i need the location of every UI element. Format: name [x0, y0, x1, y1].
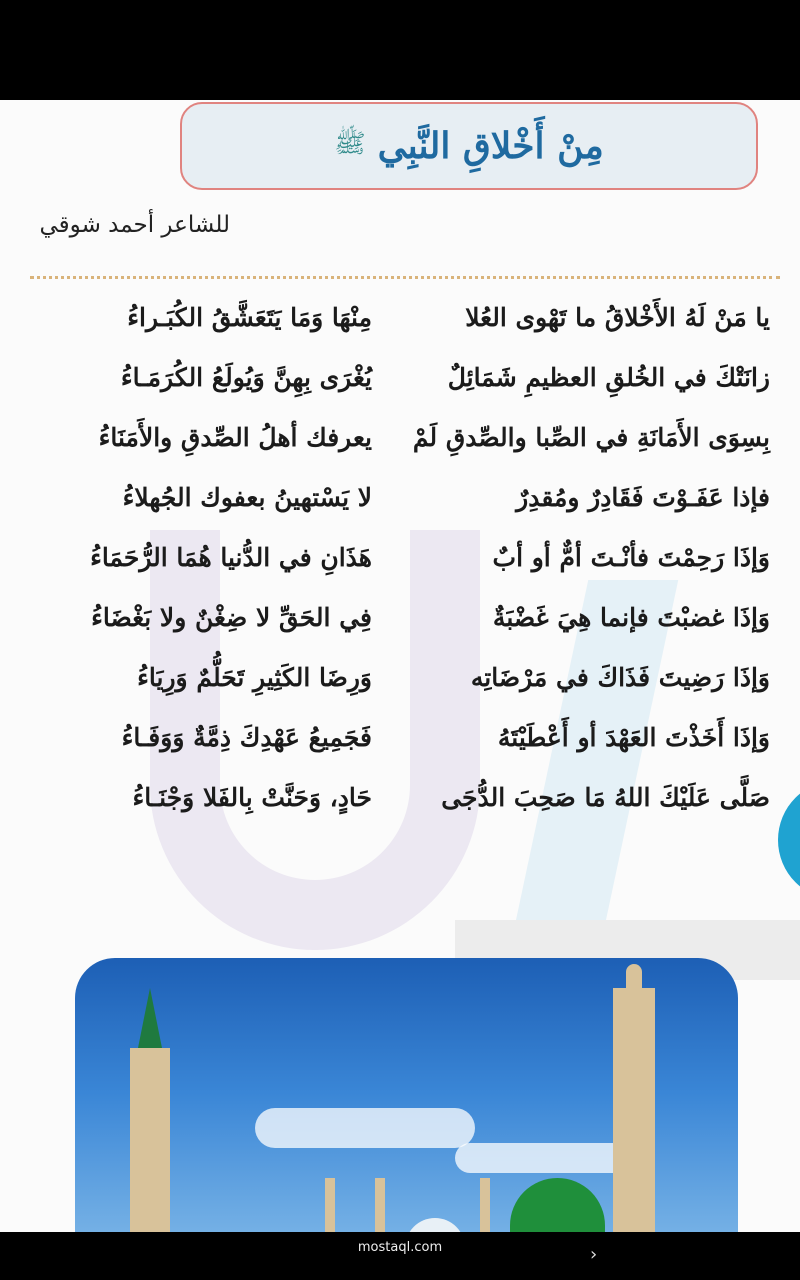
verse-first-hemistich: زانَتْكَ في الخُلقِ العظيمِ شَمَائِلٌ [447, 363, 770, 392]
verse-second-hemistich: فَجَمِيعُ عَهْدِكَ ذِمَّةٌ وَوَفَـاءُ [121, 723, 372, 752]
poem-verse [0, 295, 800, 355]
poem-verses [0, 295, 800, 835]
lesson-title-banner [180, 102, 758, 190]
small-minaret-shape [325, 1178, 335, 1232]
cloud-shape [455, 1143, 635, 1173]
verse-first-hemistich: فإذا عَفَـوْتَ فَقَادِرٌ ومُقدِرٌ [516, 483, 770, 512]
verse-first-hemistich: وَإذَا رَحِمْتَ فأنْـتَ أمٌّ أو أبٌ [492, 543, 770, 572]
verse-second-hemistich: هَذَانِ في الدُّنيا هُمَا الرُّحَمَاءُ [90, 543, 372, 572]
verse-first-hemistich: بِسِوَى الأَمَانَةِ في الصِّبا والصِّدقِ لَمْ [412, 423, 770, 452]
lesson-title: مِنْ أَخْلاقِ النَّبِي [377, 125, 604, 167]
verse-second-hemistich: حَادٍ، وَحَنَّتْ بِالفَلا وَجْنَـاءُ [132, 783, 372, 812]
verse-first-hemistich: يا مَنْ لَهُ الأَخْلاقُ ما تَهْوى العُلا [465, 303, 770, 332]
green-dome-shape [510, 1178, 605, 1232]
dotted-divider [30, 276, 780, 279]
verse-second-hemistich: فِي الحَقِّ لا ضِغْنٌ ولا بَغْضَاءُ [91, 603, 372, 632]
verse-first-hemistich: وَإذَا غضبْتَ فإنما هِيَ غَضْبَةٌ [492, 603, 770, 632]
verse-second-hemistich: يعرفك أهلُ الصِّدقِ والأَمَنَاءُ [98, 423, 372, 452]
poem-verse [0, 595, 800, 655]
minaret-cap [626, 964, 642, 988]
honorific-calligraphy-icon: ﷺ [334, 129, 366, 159]
minaret-shape [613, 988, 655, 1232]
verse-first-hemistich: وَإذَا أَخَذْتَ العَهْدَ أو أَعْطَيْتَهُ [497, 723, 770, 752]
verse-second-hemistich: مِنْهَا وَمَا يَتَعَشَّقُ الكُبَـراءُ [127, 303, 372, 332]
viewer-bottom-bar [0, 1232, 800, 1280]
minaret-green-cap [138, 988, 162, 1048]
cloud-shape [255, 1108, 475, 1148]
poem-verse [0, 775, 800, 835]
mosque-photo [75, 958, 738, 1232]
poet-attribution: للشاعر أحمد شوقي [39, 212, 230, 238]
poem-verse [0, 475, 800, 535]
small-minaret-shape [375, 1178, 385, 1232]
white-dome-shape [405, 1218, 465, 1232]
poem-verse [0, 535, 800, 595]
verse-first-hemistich: صَلَّى عَلَيْكَ اللهُ مَا صَحِبَ الدُّجَى [441, 783, 770, 812]
poem-verse [0, 715, 800, 775]
poem-verse [0, 655, 800, 715]
site-watermark: mostaql.com [357, 1240, 443, 1255]
small-minaret-shape [480, 1178, 490, 1232]
chevron-right-icon[interactable]: › [590, 1244, 598, 1265]
verse-second-hemistich: لا يَسْتهينُ بعفوك الجُهلاءُ [122, 483, 372, 512]
verse-first-hemistich: وَإذَا رَضِيتَ فَذَاكَ في مَرْضَاتِه [470, 663, 770, 692]
textbook-page [0, 100, 800, 1232]
minaret-shape [130, 1048, 170, 1232]
verse-second-hemistich: يُغْرَى بِهِنَّ وَيُولَعُ الكُرَمَـاءُ [120, 363, 372, 392]
verse-second-hemistich: وَرِضَا الكَثِيرِ تَحَلُّمٌ وَرِيَاءُ [137, 663, 372, 692]
poem-verse [0, 355, 800, 415]
poem-verse [0, 415, 800, 475]
